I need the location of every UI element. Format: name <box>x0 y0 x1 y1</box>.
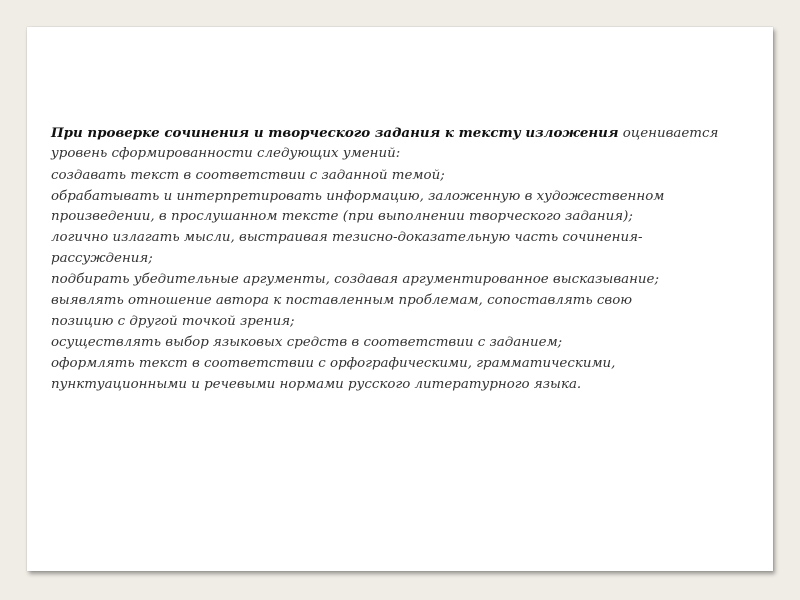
list-item <box>51 353 741 374</box>
list-item-continuation: пунктуационными и речевыми нормами русского литературного языка. <box>51 376 582 392</box>
list-item-text: создавать текст в соответствии с заданной темой; <box>51 167 445 183</box>
list-item <box>51 186 741 207</box>
list-item <box>51 227 741 248</box>
list-item-continuation: позицию с другой точкой зрения; <box>51 313 295 329</box>
list-item <box>51 332 741 353</box>
list-item <box>51 290 741 311</box>
list-item-text: осуществлять выбор языковых средств в соответствии с заданием; <box>51 334 563 350</box>
list-item <box>51 165 741 186</box>
list-item-text: обрабатывать и интерпретировать информацию, заложенную в художественном <box>51 188 665 204</box>
slide <box>27 27 773 571</box>
intro-heading: При проверке сочинения и творческого задания к тексту изложения <box>51 125 619 141</box>
intro-line-1 <box>51 123 741 144</box>
intro-line-2: уровень сформированности следующих умений: <box>51 146 401 162</box>
list-item-text: подбирать убедительные аргументы, создавая аргументированное высказывание; <box>51 272 659 288</box>
list-item-text: оформлять текст в соответствии с орфографическими, грамматическими, <box>51 356 616 372</box>
intro-heading-continuation: оценивается <box>618 126 719 141</box>
list-item-continuation: произведении, в прослушанном тексте (при выполнении творческого задания); <box>51 209 633 225</box>
list-item <box>51 269 741 290</box>
list-item-text: выявлять отношение автора к поставленным проблемам, сопоставлять свою <box>51 293 633 309</box>
criteria-text <box>51 123 741 395</box>
list-item-text: логично излагать мысли, выстраивая тезисно-доказательную часть сочинения- <box>51 230 643 246</box>
list-item-continuation: рассуждения; <box>51 250 153 266</box>
